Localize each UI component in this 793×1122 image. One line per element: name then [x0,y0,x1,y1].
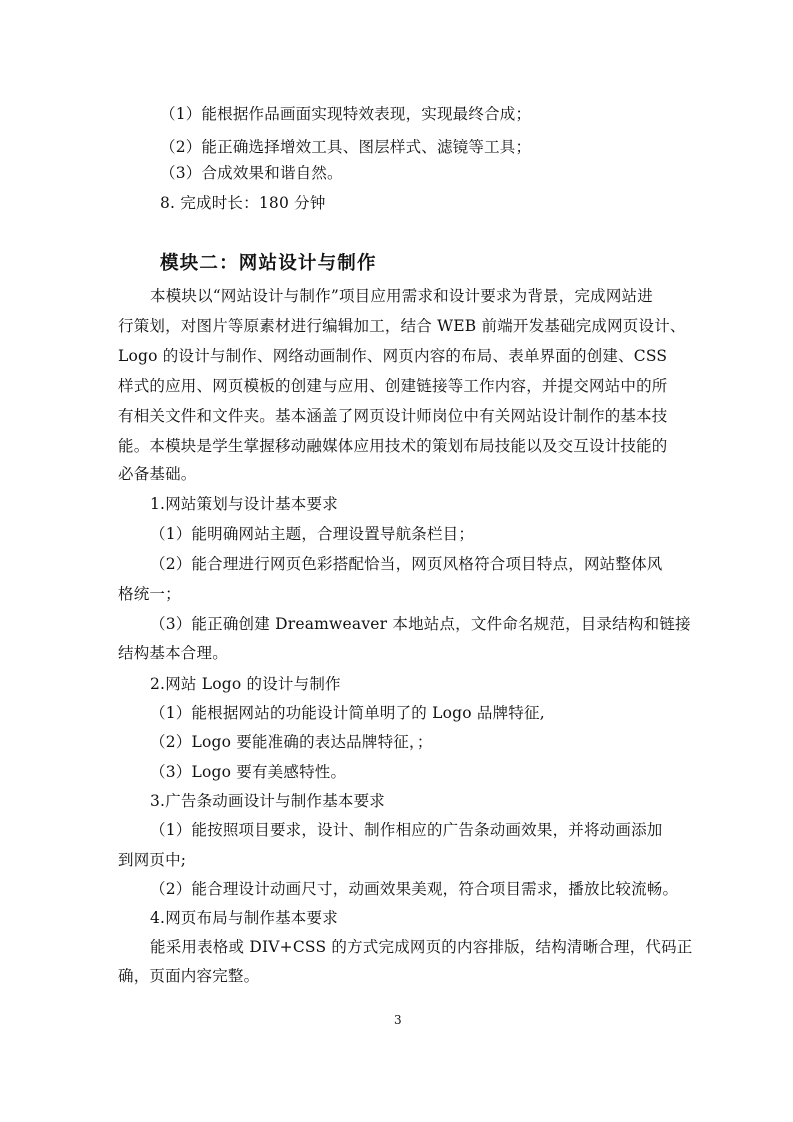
section3-title: 3.广告条动画设计与制作基本要求 [150,792,385,810]
section4-line-1: 能采用表格或 DIV+CSS 的方式完成网页的内容排版，结构清晰合理，代码正 [150,938,693,956]
intro-line-4: 样式的应用、网页模板的创建与应用、创建链接等工作内容，并提交网站中的所 [118,377,668,395]
section1-line-2: （2）能合理进行网页色彩搭配恰当，网页风格符合项目特点，网站整体风 [150,555,663,573]
section1-title: 1.网站策划与设计基本要求 [150,495,338,513]
module1-item-2: （2）能正确选择增效工具、图层样式、滤镜等工具； [160,138,532,156]
page-number: 3 [394,1013,402,1027]
section2-line-3: （3）Logo 要有美感特性。 [150,763,347,781]
module1-duration: 8. 完成时长：180 分钟 [160,194,326,212]
section2-line-2: （2）Logo 要能准确的表达品牌特征，； [150,733,433,751]
section4-title: 4.网页布局与制作基本要求 [150,909,338,927]
section4-line-2: 确，页面内容完整。 [118,967,260,985]
section3-line-1: （1）能按照项目要求，设计、制作相应的广告条动画效果，并将动画添加 [150,821,663,839]
intro-line-2: 行策划，对图片等原素材进行编辑加工，结合 WEB 前端开发基础完成网页设计、 [118,317,686,335]
section1-line-5: 结构基本合理。 [118,644,228,662]
intro-line-7: 必备基础。 [118,465,197,483]
module1-item-3: （3）合成效果和谐自然。 [160,164,343,182]
section2-line-1: （1）能根据网站的功能设计简单明了的 Logo 品牌特征, [150,704,545,722]
module2-heading: 模块二：网站设计与制作 [160,253,377,274]
section1-line-4: （3）能正确创建 Dreamweaver 本地站点，文件命名规范，目录结构和链接 [150,615,691,633]
intro-line-3: Logo 的设计与制作、网络动画制作、网页内容的布局、表单界面的创建、CSS [118,347,668,365]
section3-line-2: 到网页中; [118,851,187,869]
intro-line-1: 本模块以“网站设计与制作”项目应用需求和设计要求为背景，完成网站进 [150,287,653,305]
intro-line-5: 有相关文件和文件夹。基本涵盖了网页设计师岗位中有关网站设计制作的基本技 [118,407,668,425]
intro-line-6: 能。本模块是学生掌握移动融媒体应用技术的策划布局技能以及交互设计技能的 [118,437,668,455]
section1-line-3: 格统一； [118,585,181,603]
section3-line-3: （2）能合理设计动画尺寸，动画效果美观，符合项目需求，播放比较流畅。 [150,880,679,898]
section2-title: 2.网站 Logo 的设计与制作 [150,675,341,693]
section1-line-1: （1）能明确网站主题，合理设置导航条栏目； [150,525,475,543]
module1-item-1: （1）能根据作品画面实现特效表现，实现最终合成； [160,105,532,123]
